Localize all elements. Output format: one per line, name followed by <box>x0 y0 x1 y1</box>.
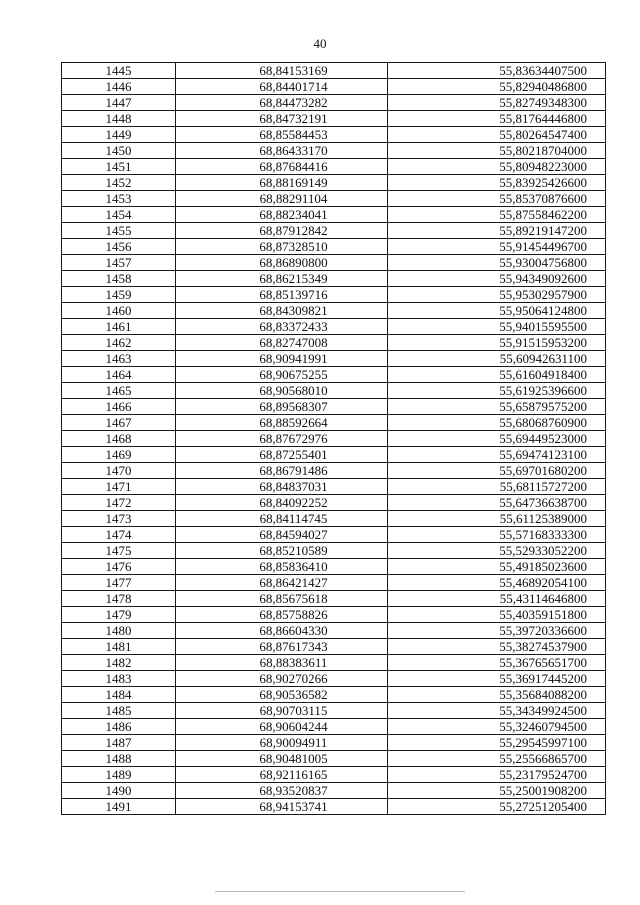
coordinate-x-cell: 68,88291104 <box>176 191 388 207</box>
coordinate-y-cell: 55,52933052200 <box>388 543 606 559</box>
coordinate-x-cell: 68,87672976 <box>176 431 388 447</box>
table-row <box>62 639 606 655</box>
coordinate-x-cell: 68,90094911 <box>176 735 388 751</box>
table-row <box>62 223 606 239</box>
coordinate-y-cell: 55,46892054100 <box>388 575 606 591</box>
point-number-cell: 1464 <box>62 367 176 383</box>
coordinate-x-cell: 68,87617343 <box>176 639 388 655</box>
table-row <box>62 479 606 495</box>
table-row <box>62 591 606 607</box>
coordinate-y-cell: 55,61125389000 <box>388 511 606 527</box>
coordinate-x-cell: 68,90481005 <box>176 751 388 767</box>
coordinate-y-cell: 55,81764446800 <box>388 111 606 127</box>
table-row <box>62 431 606 447</box>
table-row <box>62 127 606 143</box>
coordinate-y-cell: 55,94015595500 <box>388 319 606 335</box>
coordinate-y-cell: 55,83925426600 <box>388 175 606 191</box>
coordinate-y-cell: 55,61925396600 <box>388 383 606 399</box>
coordinate-y-cell: 55,29545997100 <box>388 735 606 751</box>
coordinate-x-cell: 68,85139716 <box>176 287 388 303</box>
coordinate-y-cell: 55,80948223000 <box>388 159 606 175</box>
coordinate-x-cell: 68,89568307 <box>176 399 388 415</box>
table-row <box>62 415 606 431</box>
coordinate-x-cell: 68,94153741 <box>176 799 388 815</box>
point-number-cell: 1459 <box>62 287 176 303</box>
coordinate-y-cell: 55,25566865700 <box>388 751 606 767</box>
coordinate-x-cell: 68,86215349 <box>176 271 388 287</box>
point-number-cell: 1446 <box>62 79 176 95</box>
coordinate-y-cell: 55,82749348300 <box>388 95 606 111</box>
page-number: 40 <box>313 36 327 51</box>
coordinate-x-cell: 68,88592664 <box>176 415 388 431</box>
point-number-cell: 1449 <box>62 127 176 143</box>
coordinate-y-cell: 55,68068760900 <box>388 415 606 431</box>
coordinate-y-cell: 55,95302957900 <box>388 287 606 303</box>
coordinate-y-cell: 55,34349924500 <box>388 703 606 719</box>
coordinate-y-cell: 55,68115727200 <box>388 479 606 495</box>
point-number-cell: 1476 <box>62 559 176 575</box>
point-number-cell: 1474 <box>62 527 176 543</box>
coordinate-x-cell: 68,88169149 <box>176 175 388 191</box>
point-number-cell: 1445 <box>62 63 176 79</box>
coordinate-y-cell: 55,36765651700 <box>388 655 606 671</box>
point-number-cell: 1451 <box>62 159 176 175</box>
point-number-cell: 1486 <box>62 719 176 735</box>
coordinate-x-cell: 68,86791486 <box>176 463 388 479</box>
table-row <box>62 463 606 479</box>
table-row <box>62 511 606 527</box>
coordinate-x-cell: 68,92116165 <box>176 767 388 783</box>
table-row <box>62 399 606 415</box>
coordinate-y-cell: 55,83634407500 <box>388 63 606 79</box>
table-row <box>62 175 606 191</box>
table-row <box>62 287 606 303</box>
coordinate-y-cell: 55,38274537900 <box>388 639 606 655</box>
coordinate-y-cell: 55,49185023600 <box>388 559 606 575</box>
point-number-cell: 1480 <box>62 623 176 639</box>
table-row <box>62 239 606 255</box>
point-number-cell: 1453 <box>62 191 176 207</box>
table-row <box>62 607 606 623</box>
table-row <box>62 783 606 799</box>
point-number-cell: 1454 <box>62 207 176 223</box>
coordinate-x-cell: 68,86890800 <box>176 255 388 271</box>
coordinate-x-cell: 68,84732191 <box>176 111 388 127</box>
table-row <box>62 543 606 559</box>
coordinate-x-cell: 68,84092252 <box>176 495 388 511</box>
coordinate-y-cell: 55,80264547400 <box>388 127 606 143</box>
coordinate-y-cell: 55,82940486800 <box>388 79 606 95</box>
coordinates-table <box>61 62 606 815</box>
coordinate-x-cell: 68,84309821 <box>176 303 388 319</box>
point-number-cell: 1447 <box>62 95 176 111</box>
coordinate-x-cell: 68,82747008 <box>176 335 388 351</box>
table-row <box>62 95 606 111</box>
coordinate-y-cell: 55,94349092600 <box>388 271 606 287</box>
table-row <box>62 703 606 719</box>
table-row <box>62 527 606 543</box>
coordinate-x-cell: 68,84594027 <box>176 527 388 543</box>
table-row <box>62 303 606 319</box>
table-row <box>62 623 606 639</box>
coordinate-x-cell: 68,87328510 <box>176 239 388 255</box>
coordinate-x-cell: 68,85584453 <box>176 127 388 143</box>
coordinate-x-cell: 68,88234041 <box>176 207 388 223</box>
point-number-cell: 1483 <box>62 671 176 687</box>
point-number-cell: 1473 <box>62 511 176 527</box>
point-number-cell: 1471 <box>62 479 176 495</box>
coordinate-y-cell: 55,89219147200 <box>388 223 606 239</box>
coordinate-y-cell: 55,25001908200 <box>388 783 606 799</box>
table-row <box>62 735 606 751</box>
coordinate-y-cell: 55,69449523000 <box>388 431 606 447</box>
point-number-cell: 1485 <box>62 703 176 719</box>
coordinate-y-cell: 55,93004756800 <box>388 255 606 271</box>
table-row <box>62 687 606 703</box>
point-number-cell: 1450 <box>62 143 176 159</box>
point-number-cell: 1475 <box>62 543 176 559</box>
coordinate-x-cell: 68,85210589 <box>176 543 388 559</box>
coordinate-x-cell: 68,86421427 <box>176 575 388 591</box>
table-row <box>62 767 606 783</box>
point-number-cell: 1467 <box>62 415 176 431</box>
point-number-cell: 1470 <box>62 463 176 479</box>
table-row <box>62 447 606 463</box>
point-number-cell: 1472 <box>62 495 176 511</box>
table-row <box>62 799 606 815</box>
coordinate-y-cell: 55,23179524700 <box>388 767 606 783</box>
coordinate-x-cell: 68,86604330 <box>176 623 388 639</box>
point-number-cell: 1482 <box>62 655 176 671</box>
table-row <box>62 719 606 735</box>
point-number-cell: 1461 <box>62 319 176 335</box>
coordinate-x-cell: 68,86433170 <box>176 143 388 159</box>
coordinate-x-cell: 68,90568010 <box>176 383 388 399</box>
point-number-cell: 1455 <box>62 223 176 239</box>
table-row <box>62 335 606 351</box>
coordinate-y-cell: 55,64736638700 <box>388 495 606 511</box>
coordinate-x-cell: 68,90941991 <box>176 351 388 367</box>
table-row <box>62 79 606 95</box>
table-row <box>62 655 606 671</box>
point-number-cell: 1490 <box>62 783 176 799</box>
coordinate-x-cell: 68,85758826 <box>176 607 388 623</box>
point-number-cell: 1487 <box>62 735 176 751</box>
coordinate-y-cell: 55,27251205400 <box>388 799 606 815</box>
coordinate-y-cell: 55,60942631100 <box>388 351 606 367</box>
point-number-cell: 1491 <box>62 799 176 815</box>
coordinate-y-cell: 55,61604918400 <box>388 367 606 383</box>
table-row <box>62 383 606 399</box>
coordinate-y-cell: 55,80218704000 <box>388 143 606 159</box>
point-number-cell: 1477 <box>62 575 176 591</box>
point-number-cell: 1479 <box>62 607 176 623</box>
table-row <box>62 271 606 287</box>
point-number-cell: 1466 <box>62 399 176 415</box>
coordinate-x-cell: 68,85836410 <box>176 559 388 575</box>
coordinate-y-cell: 55,39720336600 <box>388 623 606 639</box>
table-row <box>62 559 606 575</box>
point-number-cell: 1462 <box>62 335 176 351</box>
coordinate-x-cell: 68,93520837 <box>176 783 388 799</box>
point-number-cell: 1488 <box>62 751 176 767</box>
coordinate-x-cell: 68,84153169 <box>176 63 388 79</box>
coordinate-y-cell: 55,69701680200 <box>388 463 606 479</box>
point-number-cell: 1452 <box>62 175 176 191</box>
scan-artifact-line <box>215 891 465 892</box>
coordinate-x-cell: 68,87255401 <box>176 447 388 463</box>
coordinate-y-cell: 55,43114646800 <box>388 591 606 607</box>
coordinate-x-cell: 68,90536582 <box>176 687 388 703</box>
point-number-cell: 1469 <box>62 447 176 463</box>
table-row <box>62 191 606 207</box>
point-number-cell: 1463 <box>62 351 176 367</box>
table-row <box>62 351 606 367</box>
coordinate-y-cell: 55,36917445200 <box>388 671 606 687</box>
coordinate-y-cell: 55,65879575200 <box>388 399 606 415</box>
coordinate-y-cell: 55,57168333300 <box>388 527 606 543</box>
coordinate-y-cell: 55,85370876600 <box>388 191 606 207</box>
table-row <box>62 111 606 127</box>
coordinate-y-cell: 55,69474123100 <box>388 447 606 463</box>
table-row <box>62 319 606 335</box>
coordinate-x-cell: 68,84473282 <box>176 95 388 111</box>
coordinate-x-cell: 68,85675618 <box>176 591 388 607</box>
point-number-cell: 1456 <box>62 239 176 255</box>
coordinate-y-cell: 55,32460794500 <box>388 719 606 735</box>
point-number-cell: 1484 <box>62 687 176 703</box>
coordinates-table-body <box>62 63 606 815</box>
coordinate-x-cell: 68,87684416 <box>176 159 388 175</box>
point-number-cell: 1468 <box>62 431 176 447</box>
coordinate-y-cell: 55,91515953200 <box>388 335 606 351</box>
point-number-cell: 1460 <box>62 303 176 319</box>
point-number-cell: 1458 <box>62 271 176 287</box>
table-row <box>62 143 606 159</box>
coordinate-x-cell: 68,87912842 <box>176 223 388 239</box>
coordinate-x-cell: 68,84114745 <box>176 511 388 527</box>
coordinate-y-cell: 55,40359151800 <box>388 607 606 623</box>
coordinate-y-cell: 55,87558462200 <box>388 207 606 223</box>
coordinate-x-cell: 68,90270266 <box>176 671 388 687</box>
table-row <box>62 159 606 175</box>
coordinate-x-cell: 68,83372433 <box>176 319 388 335</box>
coordinate-y-cell: 55,35684088200 <box>388 687 606 703</box>
table-row <box>62 751 606 767</box>
coordinate-x-cell: 68,90675255 <box>176 367 388 383</box>
point-number-cell: 1481 <box>62 639 176 655</box>
coordinate-x-cell: 68,84401714 <box>176 79 388 95</box>
coordinate-x-cell: 68,84837031 <box>176 479 388 495</box>
point-number-cell: 1489 <box>62 767 176 783</box>
coordinate-x-cell: 68,90703115 <box>176 703 388 719</box>
point-number-cell: 1465 <box>62 383 176 399</box>
point-number-cell: 1457 <box>62 255 176 271</box>
coordinate-x-cell: 68,90604244 <box>176 719 388 735</box>
table-row <box>62 671 606 687</box>
table-row <box>62 255 606 271</box>
coordinate-y-cell: 55,91454496700 <box>388 239 606 255</box>
table-row <box>62 495 606 511</box>
table-row <box>62 367 606 383</box>
coordinate-y-cell: 55,95064124800 <box>388 303 606 319</box>
table-row <box>62 207 606 223</box>
point-number-cell: 1448 <box>62 111 176 127</box>
table-row <box>62 575 606 591</box>
coordinate-x-cell: 68,88383611 <box>176 655 388 671</box>
table-row <box>62 63 606 79</box>
point-number-cell: 1478 <box>62 591 176 607</box>
